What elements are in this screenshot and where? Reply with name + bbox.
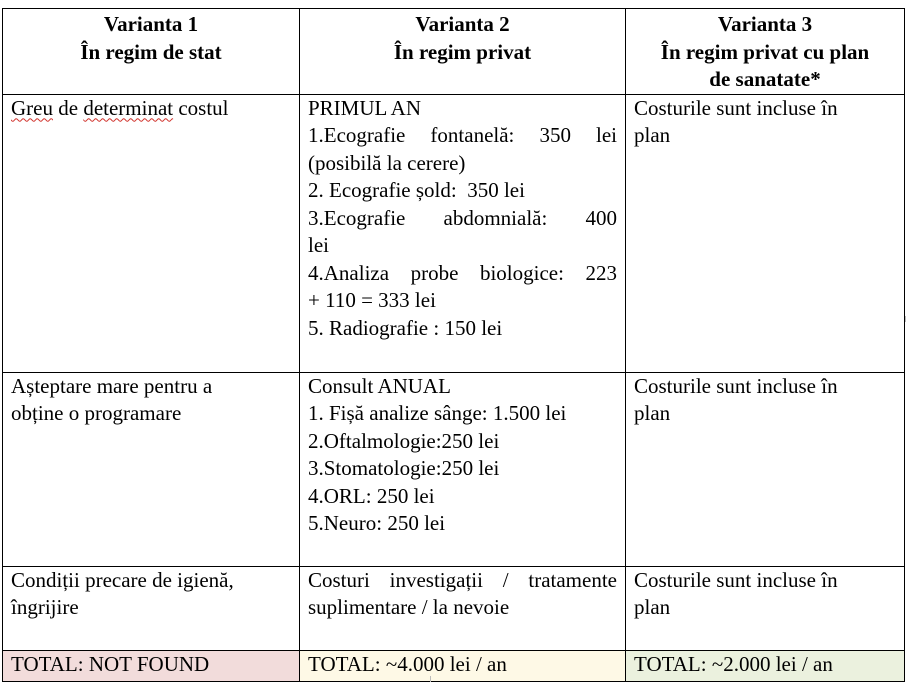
plan-text: Costurile sunt incluse în [634,95,838,120]
text-fragment: de [52,95,84,120]
table-resize-marker [905,316,906,322]
header-subtitle: În regim privat [393,39,532,64]
list-item: 5. Radiografie : 150 lei [308,315,503,340]
list-item: 1.Ecografie fontanelă: 350 lei [308,123,617,147]
text-fragment: costul [173,95,229,120]
header-subtitle: În regim privat cu plan [660,39,870,64]
header-varianta-2 [300,9,626,95]
list-item: 2. Ecografie șold: 350 lei [308,178,525,202]
table-row [3,566,905,650]
cell-stat [3,566,300,650]
header-title: Varianta 2 [415,12,510,36]
total-plan: TOTAL: ~2.000 lei / an [626,650,905,681]
total-stat: TOTAL: NOT FOUND [3,650,300,681]
list-item: 4.Analiza probe biologice: 223 [308,260,617,285]
list-item: 5.Neuro: 250 lei [308,511,446,535]
list-item: 3.Stomatologie:250 lei [308,456,500,480]
list-item: 4.ORL: 250 lei [308,483,435,508]
list-item-cont: + 110 = 333 lei [308,288,436,312]
plan-text-cont: plan [634,123,671,147]
table-resize-marker [430,676,431,682]
cell-plan [626,94,905,372]
header-varianta-3 [626,9,905,95]
cell-stat [3,372,300,566]
total-privat: TOTAL: ~4.000 lei / an [300,650,626,681]
plan-text-cont: plan [634,401,671,425]
plan-text: Costurile sunt incluse în [634,373,838,398]
list-item: 3.Ecografie abdomnială: 400 [308,205,617,230]
total-row [3,650,905,681]
header-varianta-1 [3,9,300,95]
cell-plan [626,566,905,650]
spellcheck-word: determinat [83,95,174,120]
stat-text-cont: îngrijire [11,595,79,619]
table-header-row [3,9,905,95]
cell-privat [300,372,626,566]
stat-text: Condiții precare de igienă, [11,567,234,592]
header-title: Varianta 3 [717,12,813,36]
spellcheck-word: Greu [11,95,53,120]
section-title: PRIMUL AN [308,95,421,120]
list-item-cont: (posibilă la cerere) [308,150,466,175]
cell-privat [300,94,626,372]
header-subtitle: În regim de stat [80,39,222,64]
table-row [3,94,905,372]
list-item-cont: lei [308,233,329,257]
plan-text: Costurile sunt incluse în [634,567,838,592]
comparison-table [2,8,905,682]
privat-text: Costuri investigații / tratamente [308,567,617,592]
section-title: Consult ANUAL [308,373,451,398]
privat-text-cont: suplimentare / la nevoie [308,595,510,619]
plan-text-cont: plan [634,595,671,619]
cell-stat [3,94,300,372]
list-item: 1. Fișă analize sânge: 1.500 lei [308,401,567,425]
table-row [3,372,905,566]
cell-privat [300,566,626,650]
stat-text: Așteptare mare pentru a [11,373,213,398]
header-title: Varianta 1 [103,12,199,36]
list-item: 2.Oftalmologie:250 lei [308,428,500,453]
header-subtitle-cont: de sanatate* [709,67,821,91]
cell-plan [626,372,905,566]
stat-text [11,95,291,123]
stat-text-cont: obține o programare [11,401,182,425]
